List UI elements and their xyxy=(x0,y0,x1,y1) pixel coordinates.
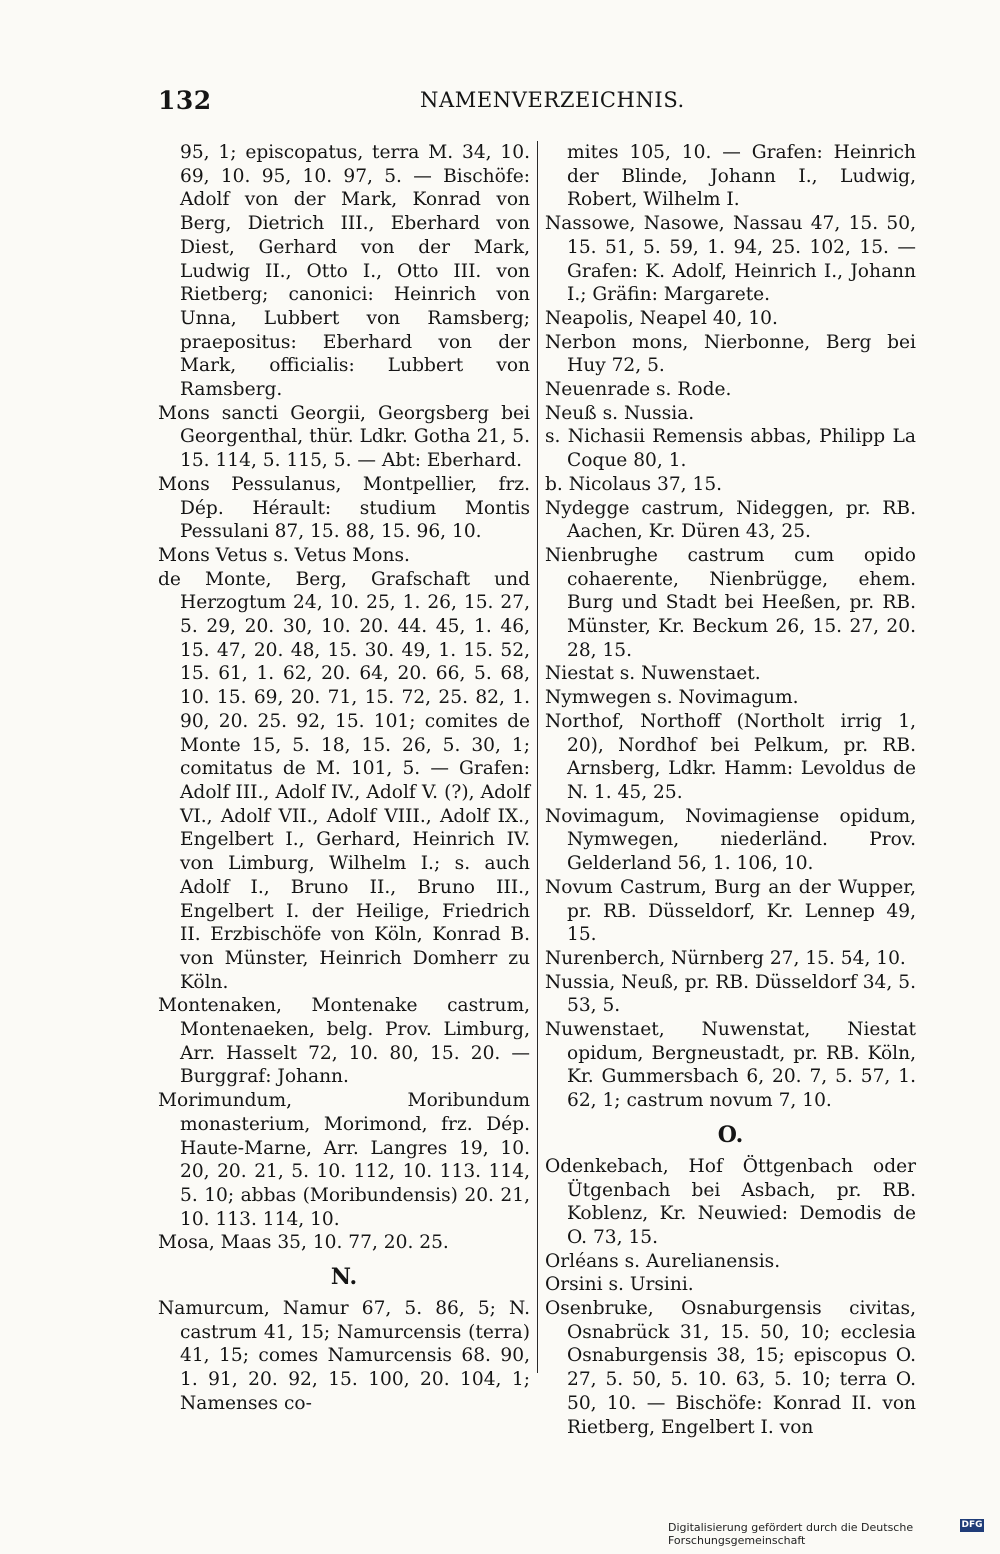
index-entry: Mons sancti Georgii, Georgsberg bei Georgenthal, thür. Ldkr. Gotha 21, 5. 15. 114, 5. 115, 5. — Abt: Eberhard. xyxy=(158,402,530,472)
index-entry: Nassowe, Nasowe, Nassau 47, 15. 50, 15. 51, 5. 59, 1. 94, 25. 102, 15. — Grafen: K. Adolf, Heinrich I., Johann I.; Gräfin: Margarete. xyxy=(545,213,916,306)
index-entry: Nussia, Neuß, pr. RB. Düsseldorf 34, 5. 53, 5. xyxy=(545,971,916,1017)
index-entry: Neuenrade s. Rode. xyxy=(545,379,732,401)
index-entry: Novum Castrum, Burg an der Wupper, pr. RB. Düsseldorf, Kr. Lennep 49, 15. xyxy=(545,876,916,946)
section-letter: O. xyxy=(717,1121,744,1148)
index-entry: de Monte, Berg, Grafschaft und Herzogtum 24, 10. 25, 1. 26, 15. 27, 5. 29, 20. 30, 10. 20. 44. 45, 1. 46, 15. 47, 20. 48, 15. 30. 49, 1. 15. 52, 15. 61, 1. 62, 20. 64, 20. 66, 5. 68, 10. 15. 69, 20. 71, 15. 72, 25. 82, 1. 90, 20. 25. 92, 15. 101; comites de Monte 15, 5. 18, 15. 26, 5. 30, 1; comitatus de M. 101, 5. — Grafen: Adolf III., Adolf IV., Adolf V. (?), Adolf VI., Adolf VII., Adolf VIII., Adolf IX., Engelbert I., Gerhard, Heinrich IV. von Limburg, Wilhelm I.; s. auch Adolf I., Bruno II., Bruno III., Engelbert I. der Heilige, Friedrich II. Erzbischöfe von Köln, Konrad B. von Münster, Heinrich Domherr zu Köln. xyxy=(158,568,530,993)
index-entry: Niestat s. Nuwenstaet. xyxy=(545,663,761,685)
index-entry: Orléans s. Aurelianensis. xyxy=(545,1250,781,1272)
index-entry: Morimundum, Moribundum monasterium, Morimond, frz. Dép. Haute-Marne, Arr. Langres 19, 10. 20, 20. 21, 5. 10. 112, 10. 113. 114, 5. 10; abbas (Moribundensis) 20. 21, 10. 113. 114, 10. xyxy=(158,1090,530,1230)
index-entry: 95, 1; episcopatus, terra M. 34, 10. 69, 10. 95, 10. 97, 5. — Bischöfe: Adolf von der Mark, Konrad von Berg, Dietrich III., Eberhard von Diest, Gerhard von der Mark, Ludwig II., Otto I., Otto III. von Rietberg; canonici: Heinrich von Unna, Lubbert von Ramsberg; praepositus: Eberhard von der Mark, officialis: Lubbert von Ramsberg. xyxy=(180,142,530,401)
index-entry: Namurcum, Namur 67, 5. 86, 5; N. castrum 41, 15; Namurcensis (terra) 41, 15; comes Namurcensis 68. 90, 1. 91, 20. 92, 15. 100, 20. 104, 1; Namenses co- xyxy=(158,1298,530,1414)
index-entry: Mons Vetus s. Vetus Mons. xyxy=(158,544,410,566)
index-entry: Nydegge castrum, Nideggen, pr. RB. Aachen, Kr. Düren 43, 25. xyxy=(545,497,916,543)
index-entry: Nurenberch, Nürnberg 27, 15. 54, 10. xyxy=(545,947,906,969)
left-column xyxy=(158,141,530,1416)
index-entry: Nuwenstaet, Nuwenstat, Niestat opidum, Bergneustadt, pr. RB. Köln, Kr. Gummersbach 6, 20. 7, 5. 57, 1. 62, 1; castrum novum 7, 10. xyxy=(545,1019,916,1112)
index-entry: Odenkebach, Hof Öttgenbach oder Ütgenbach bei Asbach, pr. RB. Koblenz, Kr. Neuwied: Demodis de O. 73, 15. xyxy=(545,1155,916,1248)
index-entry: Northof, Northoff (Northolt irrig 1, 20), Nordhof bei Pelkum, pr. RB. Arnsberg, Ldkr. Hamm: Levoldus de N. 1. 45, 25. xyxy=(545,710,916,803)
dfg-logo: DFG xyxy=(961,1520,983,1530)
page-number: 132 xyxy=(158,86,212,115)
index-entry: b. Nicolaus 37, 15. xyxy=(545,473,723,495)
index-entry: Neapolis, Neapel 40, 10. xyxy=(545,307,778,329)
footer-credit: Digitalisierung gefördert durch die Deutsche Forschungsgemeinschaft xyxy=(668,1521,914,1547)
index-entry: Osenbruke, Osnaburgensis civitas, Osnabrück 31, 15. 50, 10; ecclesia Osnaburgensis 38, 15; episcopus O. 27, 5. 50, 5. 10. 63, 5. 10; terra O. 50, 10. — Bischöfe: Konrad II. von Rietberg, Engelbert I. von xyxy=(545,1298,916,1438)
index-entry: Mons Pessulanus, Montpellier, frz. Dép. Hérault: studium Montis Pessulani 87, 15. 88, 15. 96, 10. xyxy=(158,473,530,543)
index-entry: mites 105, 10. — Grafen: Heinrich der Blinde, Johann I., Ludwig, Robert, Wilhelm I. xyxy=(567,142,916,211)
right-column xyxy=(545,141,916,1439)
index-entry: Orsini s. Ursini. xyxy=(545,1274,694,1296)
index-entry: Nienbrughe castrum cum opido cohaerente, Nienbrügge, ehem. Burg und Stadt bei Heeßen, pr. RB. Münster, Kr. Beckum 26, 15. 27, 20. 28, 15. xyxy=(545,544,916,661)
index-entry: s. Nichasii Remensis abbas, Philipp La Coque 80, 1. xyxy=(545,426,916,472)
index-entry: Mosa, Maas 35, 10. 77, 20. 25. xyxy=(158,1232,449,1254)
index-entry: Neuß s. Nussia. xyxy=(545,402,695,424)
index-entry: Nerbon mons, Nierbonne, Berg bei Huy 72, 5. xyxy=(545,331,916,377)
page-title: NAMENVERZEICHNIS. xyxy=(420,88,685,112)
section-letter: N. xyxy=(330,1264,358,1291)
column-divider xyxy=(537,141,538,1373)
index-entry: Montenaken, Montenake castrum, Montenaeken, belg. Prov. Limburg, Arr. Hasselt 72, 10. 80, 15. 20. — Burggraf: Johann. xyxy=(158,995,530,1088)
index-entry: Nymwegen s. Novimagum. xyxy=(545,687,799,709)
index-entry: Novimagum, Novimagiense opidum, Nymwegen, niederländ. Prov. Gelderland 56, 1. 106, 10. xyxy=(545,805,916,875)
